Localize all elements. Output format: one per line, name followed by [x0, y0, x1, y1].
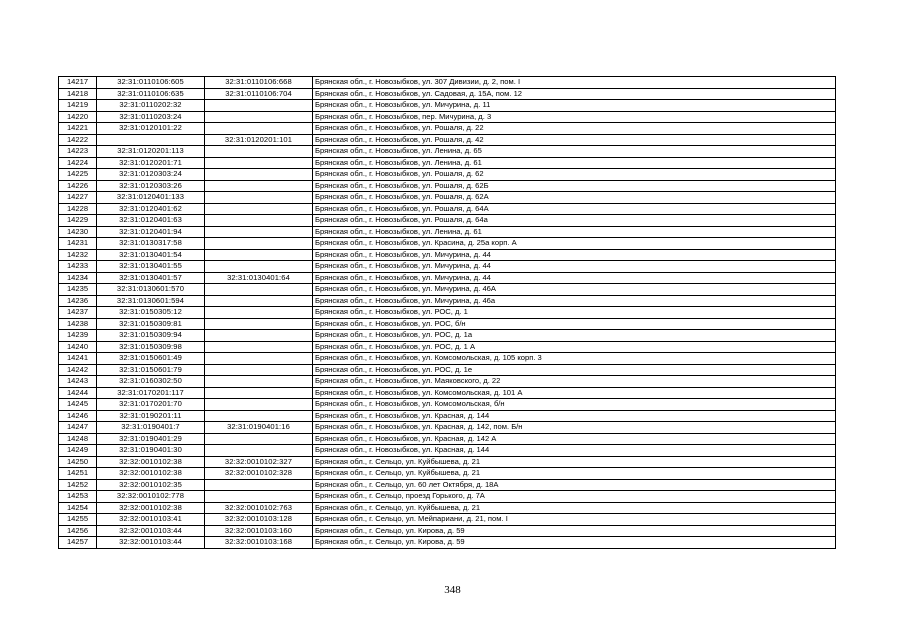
- cadastral-number-cell: 32:31:0120401:94: [97, 226, 205, 238]
- row-number-cell: 14220: [59, 111, 97, 123]
- row-number-cell: 14247: [59, 422, 97, 434]
- table-row: [59, 111, 836, 123]
- cadastral-number-cell: 32:31:0120401:63: [97, 215, 205, 227]
- row-number-cell: 14229: [59, 215, 97, 227]
- table-row: [59, 215, 836, 227]
- cadastral-number-2-cell: 32:31:0110106:704: [205, 88, 313, 100]
- property-registry-table: [58, 76, 836, 549]
- cadastral-number-cell: 32:32:0010103:44: [97, 537, 205, 549]
- cadastral-number-2-cell: [205, 353, 313, 365]
- table-row: [59, 514, 836, 526]
- cadastral-number-cell: 32:31:0130317:58: [97, 238, 205, 250]
- cadastral-number-cell: 32:31:0130401:54: [97, 249, 205, 261]
- cadastral-number-2-cell: [205, 157, 313, 169]
- cadastral-number-2-cell: [205, 123, 313, 135]
- table-row: [59, 146, 836, 158]
- row-number-cell: 14255: [59, 514, 97, 526]
- cadastral-number-2-cell: 32:31:0120201:101: [205, 134, 313, 146]
- table-row: [59, 226, 836, 238]
- row-number-cell: 14242: [59, 364, 97, 376]
- address-cell: Брянская обл., г. Новозыбков, ул. Рошаля, д. 62: [313, 169, 836, 181]
- address-cell: Брянская обл., г. Новозыбков, ул. Комсомольская, д. 105 корп. 3: [313, 353, 836, 365]
- address-cell: Брянская обл., г. Сельцо, ул. Мейпариани, д. 21, пом. I: [313, 514, 836, 526]
- cadastral-number-cell: 32:31:0120303:24: [97, 169, 205, 181]
- address-cell: Брянская обл., г. Новозыбков, ул. Красная, д. 142, пом. Б/н: [313, 422, 836, 434]
- row-number-cell: 14254: [59, 502, 97, 514]
- cadastral-number-cell: 32:31:0110106:605: [97, 77, 205, 89]
- address-cell: Брянская обл., г. Новозыбков, ул. Рошаля, д. 42: [313, 134, 836, 146]
- cadastral-number-2-cell: [205, 445, 313, 457]
- row-number-cell: 14239: [59, 330, 97, 342]
- table-row: [59, 502, 836, 514]
- cadastral-number-cell: 32:32:0010103:41: [97, 514, 205, 526]
- cadastral-number-2-cell: 32:32:0010102:763: [205, 502, 313, 514]
- row-number-cell: 14231: [59, 238, 97, 250]
- cadastral-number-cell: 32:32:0010103:44: [97, 525, 205, 537]
- table-row: [59, 341, 836, 353]
- address-cell: Брянская обл., г. Новозыбков, ул. Ленина, д. 61: [313, 226, 836, 238]
- address-cell: Брянская обл., г. Новозыбков, ул. Комсомольская, б/н: [313, 399, 836, 411]
- cadastral-number-cell: 32:31:0110203:24: [97, 111, 205, 123]
- cadastral-number-2-cell: [205, 192, 313, 204]
- table-row: [59, 261, 836, 273]
- table-row: [59, 330, 836, 342]
- cadastral-number-2-cell: 32:32:0010103:160: [205, 525, 313, 537]
- cadastral-number-2-cell: [205, 249, 313, 261]
- row-number-cell: 14246: [59, 410, 97, 422]
- row-number-cell: 14227: [59, 192, 97, 204]
- cadastral-number-cell: 32:31:0120303:26: [97, 180, 205, 192]
- registry-table-body: [59, 77, 836, 549]
- table-row: [59, 376, 836, 388]
- cadastral-number-2-cell: [205, 100, 313, 112]
- row-number-cell: 14219: [59, 100, 97, 112]
- cadastral-number-cell: 32:31:0150305:12: [97, 307, 205, 319]
- address-cell: Брянская обл., г. Сельцо, ул. Кирова, д. 59: [313, 537, 836, 549]
- address-cell: Брянская обл., г. Сельцо, ул. Куйбышева, д. 21: [313, 456, 836, 468]
- cadastral-number-cell: 32:31:0120201:71: [97, 157, 205, 169]
- row-number-cell: 14226: [59, 180, 97, 192]
- cadastral-number-cell: 32:31:0150309:94: [97, 330, 205, 342]
- cadastral-number-cell: 32:32:0010102:38: [97, 502, 205, 514]
- cadastral-number-2-cell: 32:31:0190401:16: [205, 422, 313, 434]
- address-cell: Брянская обл., г. Новозыбков, ул. Рошаля, д. 64а: [313, 215, 836, 227]
- cadastral-number-2-cell: 32:31:0130401:64: [205, 272, 313, 284]
- cadastral-number-2-cell: [205, 284, 313, 296]
- row-number-cell: 14234: [59, 272, 97, 284]
- cadastral-number-2-cell: [205, 203, 313, 215]
- cadastral-number-cell: 32:31:0120401:133: [97, 192, 205, 204]
- address-cell: Брянская обл., г. Новозыбков, ул. Мичурина, д. 11: [313, 100, 836, 112]
- address-cell: Брянская обл., г. Новозыбков, ул. Красная, д. 144: [313, 445, 836, 457]
- row-number-cell: 14241: [59, 353, 97, 365]
- table-row: [59, 284, 836, 296]
- cadastral-number-cell: 32:31:0170201:117: [97, 387, 205, 399]
- row-number-cell: 14221: [59, 123, 97, 135]
- address-cell: Брянская обл., г. Новозыбков, ул. Рошаля, д. 62А: [313, 192, 836, 204]
- address-cell: Брянская обл., г. Сельцо, ул. 60 лет Октября, д. 18А: [313, 479, 836, 491]
- cadastral-number-2-cell: [205, 341, 313, 353]
- table-row: [59, 192, 836, 204]
- address-cell: Брянская обл., г. Новозыбков, ул. РОС, д. 1: [313, 307, 836, 319]
- row-number-cell: 14245: [59, 399, 97, 411]
- cadastral-number-cell: 32:31:0130401:57: [97, 272, 205, 284]
- row-number-cell: 14224: [59, 157, 97, 169]
- row-number-cell: 14250: [59, 456, 97, 468]
- row-number-cell: 14249: [59, 445, 97, 457]
- table-row: [59, 445, 836, 457]
- cadastral-number-cell: 32:31:0150309:81: [97, 318, 205, 330]
- row-number-cell: 14251: [59, 468, 97, 480]
- cadastral-number-cell: 32:31:0110106:635: [97, 88, 205, 100]
- cadastral-number-2-cell: [205, 295, 313, 307]
- address-cell: Брянская обл., г. Новозыбков, ул. РОС, д. 1а: [313, 330, 836, 342]
- cadastral-number-cell: 32:31:0170201:70: [97, 399, 205, 411]
- cadastral-number-2-cell: 32:32:0010103:128: [205, 514, 313, 526]
- row-number-cell: 14236: [59, 295, 97, 307]
- cadastral-number-2-cell: [205, 146, 313, 158]
- table-row: [59, 134, 836, 146]
- table-row: [59, 456, 836, 468]
- cadastral-number-cell: 32:31:0190401:7: [97, 422, 205, 434]
- cadastral-number-2-cell: [205, 330, 313, 342]
- address-cell: Брянская обл., г. Новозыбков, ул. Красная, д. 144: [313, 410, 836, 422]
- table-row: [59, 77, 836, 89]
- table-row: [59, 410, 836, 422]
- table-row: [59, 537, 836, 549]
- page-number: 348: [444, 584, 461, 596]
- row-number-cell: 14225: [59, 169, 97, 181]
- table-row: [59, 169, 836, 181]
- table-row: [59, 249, 836, 261]
- cadastral-number-2-cell: 32:32:0010102:328: [205, 468, 313, 480]
- cadastral-number-2-cell: [205, 226, 313, 238]
- cadastral-number-cell: 32:31:0120401:62: [97, 203, 205, 215]
- cadastral-number-2-cell: [205, 410, 313, 422]
- address-cell: Брянская обл., г. Новозыбков, ул. Комсомольская, д. 101 А: [313, 387, 836, 399]
- address-cell: Брянская обл., г. Новозыбков, ул. Красная, д. 142 А: [313, 433, 836, 445]
- table-row: [59, 318, 836, 330]
- address-cell: Брянская обл., г. Новозыбков, ул. РОС, д. 1 А: [313, 341, 836, 353]
- row-number-cell: 14228: [59, 203, 97, 215]
- address-cell: Брянская обл., г. Новозыбков, ул. Рошаля, д. 64А: [313, 203, 836, 215]
- row-number-cell: 14248: [59, 433, 97, 445]
- cadastral-number-2-cell: [205, 387, 313, 399]
- table-row: [59, 422, 836, 434]
- cadastral-number-cell: 32:31:0160302:50: [97, 376, 205, 388]
- cadastral-number-2-cell: [205, 169, 313, 181]
- cadastral-number-cell: 32:31:0120101:22: [97, 123, 205, 135]
- address-cell: Брянская обл., г. Новозыбков, ул. Садовая, д. 15А, пом. 12: [313, 88, 836, 100]
- table-row: [59, 157, 836, 169]
- row-number-cell: 14230: [59, 226, 97, 238]
- cadastral-number-cell: 32:31:0130601:570: [97, 284, 205, 296]
- table-row: [59, 479, 836, 491]
- address-cell: Брянская обл., г. Сельцо, ул. Куйбышева, д. 21: [313, 502, 836, 514]
- address-cell: Брянская обл., г. Новозыбков, ул. РОС, д. 1е: [313, 364, 836, 376]
- cadastral-number-cell: 32:31:0190201:11: [97, 410, 205, 422]
- cadastral-number-cell: 32:31:0150601:49: [97, 353, 205, 365]
- row-number-cell: 14253: [59, 491, 97, 503]
- cadastral-number-2-cell: 32:31:0110106:668: [205, 77, 313, 89]
- table-row: [59, 203, 836, 215]
- table-row: [59, 491, 836, 503]
- address-cell: Брянская обл., г. Сельцо, проезд Горького, д. 7А: [313, 491, 836, 503]
- address-cell: Брянская обл., г. Новозыбков, ул. Мичурина, д. 44: [313, 272, 836, 284]
- table-row: [59, 364, 836, 376]
- table-row: [59, 295, 836, 307]
- table-row: [59, 123, 836, 135]
- address-cell: Брянская обл., г. Новозыбков, ул. Красина, д. 25а корп. А: [313, 238, 836, 250]
- address-cell: Брянская обл., г. Новозыбков, пер. Мичурина, д. 3: [313, 111, 836, 123]
- address-cell: Брянская обл., г. Сельцо, ул. Кирова, д. 59: [313, 525, 836, 537]
- row-number-cell: 14237: [59, 307, 97, 319]
- address-cell: Брянская обл., г. Новозыбков, ул. 307 Дивизии, д. 2, пом. I: [313, 77, 836, 89]
- row-number-cell: 14233: [59, 261, 97, 273]
- cadastral-number-cell: 32:32:0010102:778: [97, 491, 205, 503]
- row-number-cell: 14238: [59, 318, 97, 330]
- table-row: [59, 307, 836, 319]
- address-cell: Брянская обл., г. Новозыбков, ул. Мичурина, д. 46а: [313, 295, 836, 307]
- cadastral-number-2-cell: 32:32:0010102:327: [205, 456, 313, 468]
- cadastral-number-2-cell: [205, 433, 313, 445]
- row-number-cell: 14256: [59, 525, 97, 537]
- row-number-cell: 14218: [59, 88, 97, 100]
- table-row: [59, 180, 836, 192]
- cadastral-number-2-cell: [205, 180, 313, 192]
- cadastral-number-2-cell: [205, 479, 313, 491]
- table-row: [59, 88, 836, 100]
- cadastral-number-cell: 32:32:0010102:38: [97, 468, 205, 480]
- cadastral-number-cell: 32:31:0110202:32: [97, 100, 205, 112]
- address-cell: Брянская обл., г. Новозыбков, ул. Ленина, д. 65: [313, 146, 836, 158]
- cadastral-number-2-cell: [205, 215, 313, 227]
- address-cell: Брянская обл., г. Новозыбков, ул. Рошаля, д. 22: [313, 123, 836, 135]
- cadastral-number-2-cell: [205, 364, 313, 376]
- cadastral-number-cell: 32:31:0130601:594: [97, 295, 205, 307]
- cadastral-number-cell: 32:32:0010102:35: [97, 479, 205, 491]
- cadastral-number-2-cell: [205, 399, 313, 411]
- cadastral-number-cell: 32:32:0010102:38: [97, 456, 205, 468]
- row-number-cell: 14232: [59, 249, 97, 261]
- address-cell: Брянская обл., г. Новозыбков, ул. Мичурина, д. 44: [313, 261, 836, 273]
- cadastral-number-2-cell: [205, 318, 313, 330]
- row-number-cell: 14223: [59, 146, 97, 158]
- cadastral-number-cell: 32:31:0150309:98: [97, 341, 205, 353]
- address-cell: Брянская обл., г. Новозыбков, ул. Рошаля, д. 62Б: [313, 180, 836, 192]
- row-number-cell: 14217: [59, 77, 97, 89]
- cadastral-number-2-cell: 32:32:0010103:168: [205, 537, 313, 549]
- table-row: [59, 100, 836, 112]
- row-number-cell: 14222: [59, 134, 97, 146]
- row-number-cell: 14243: [59, 376, 97, 388]
- row-number-cell: 14240: [59, 341, 97, 353]
- address-cell: Брянская обл., г. Новозыбков, ул. РОС, б/н: [313, 318, 836, 330]
- cadastral-number-cell: 32:31:0150601:79: [97, 364, 205, 376]
- cadastral-number-cell: 32:31:0120201:113: [97, 146, 205, 158]
- cadastral-number-2-cell: [205, 261, 313, 273]
- cadastral-number-cell: [97, 134, 205, 146]
- row-number-cell: 14244: [59, 387, 97, 399]
- address-cell: Брянская обл., г. Новозыбков, ул. Маяковского, д. 22: [313, 376, 836, 388]
- row-number-cell: 14257: [59, 537, 97, 549]
- table-row: [59, 387, 836, 399]
- address-cell: Брянская обл., г. Новозыбков, ул. Мичурина, д. 44: [313, 249, 836, 261]
- cadastral-number-2-cell: [205, 307, 313, 319]
- row-number-cell: 14235: [59, 284, 97, 296]
- cadastral-number-2-cell: [205, 111, 313, 123]
- table-row: [59, 399, 836, 411]
- cadastral-number-2-cell: [205, 238, 313, 250]
- table-row: [59, 525, 836, 537]
- address-cell: Брянская обл., г. Новозыбков, ул. Мичурина, д. 46А: [313, 284, 836, 296]
- table-row: [59, 468, 836, 480]
- row-number-cell: 14252: [59, 479, 97, 491]
- table-row: [59, 272, 836, 284]
- table-row: [59, 433, 836, 445]
- table-row: [59, 353, 836, 365]
- cadastral-number-2-cell: [205, 491, 313, 503]
- cadastral-number-cell: 32:31:0130401:55: [97, 261, 205, 273]
- cadastral-number-cell: 32:31:0190401:29: [97, 433, 205, 445]
- cadastral-number-cell: 32:31:0190401:30: [97, 445, 205, 457]
- cadastral-number-2-cell: [205, 376, 313, 388]
- address-cell: Брянская обл., г. Сельцо, ул. Куйбышева, д. 21: [313, 468, 836, 480]
- address-cell: Брянская обл., г. Новозыбков, ул. Ленина, д. 61: [313, 157, 836, 169]
- table-row: [59, 238, 836, 250]
